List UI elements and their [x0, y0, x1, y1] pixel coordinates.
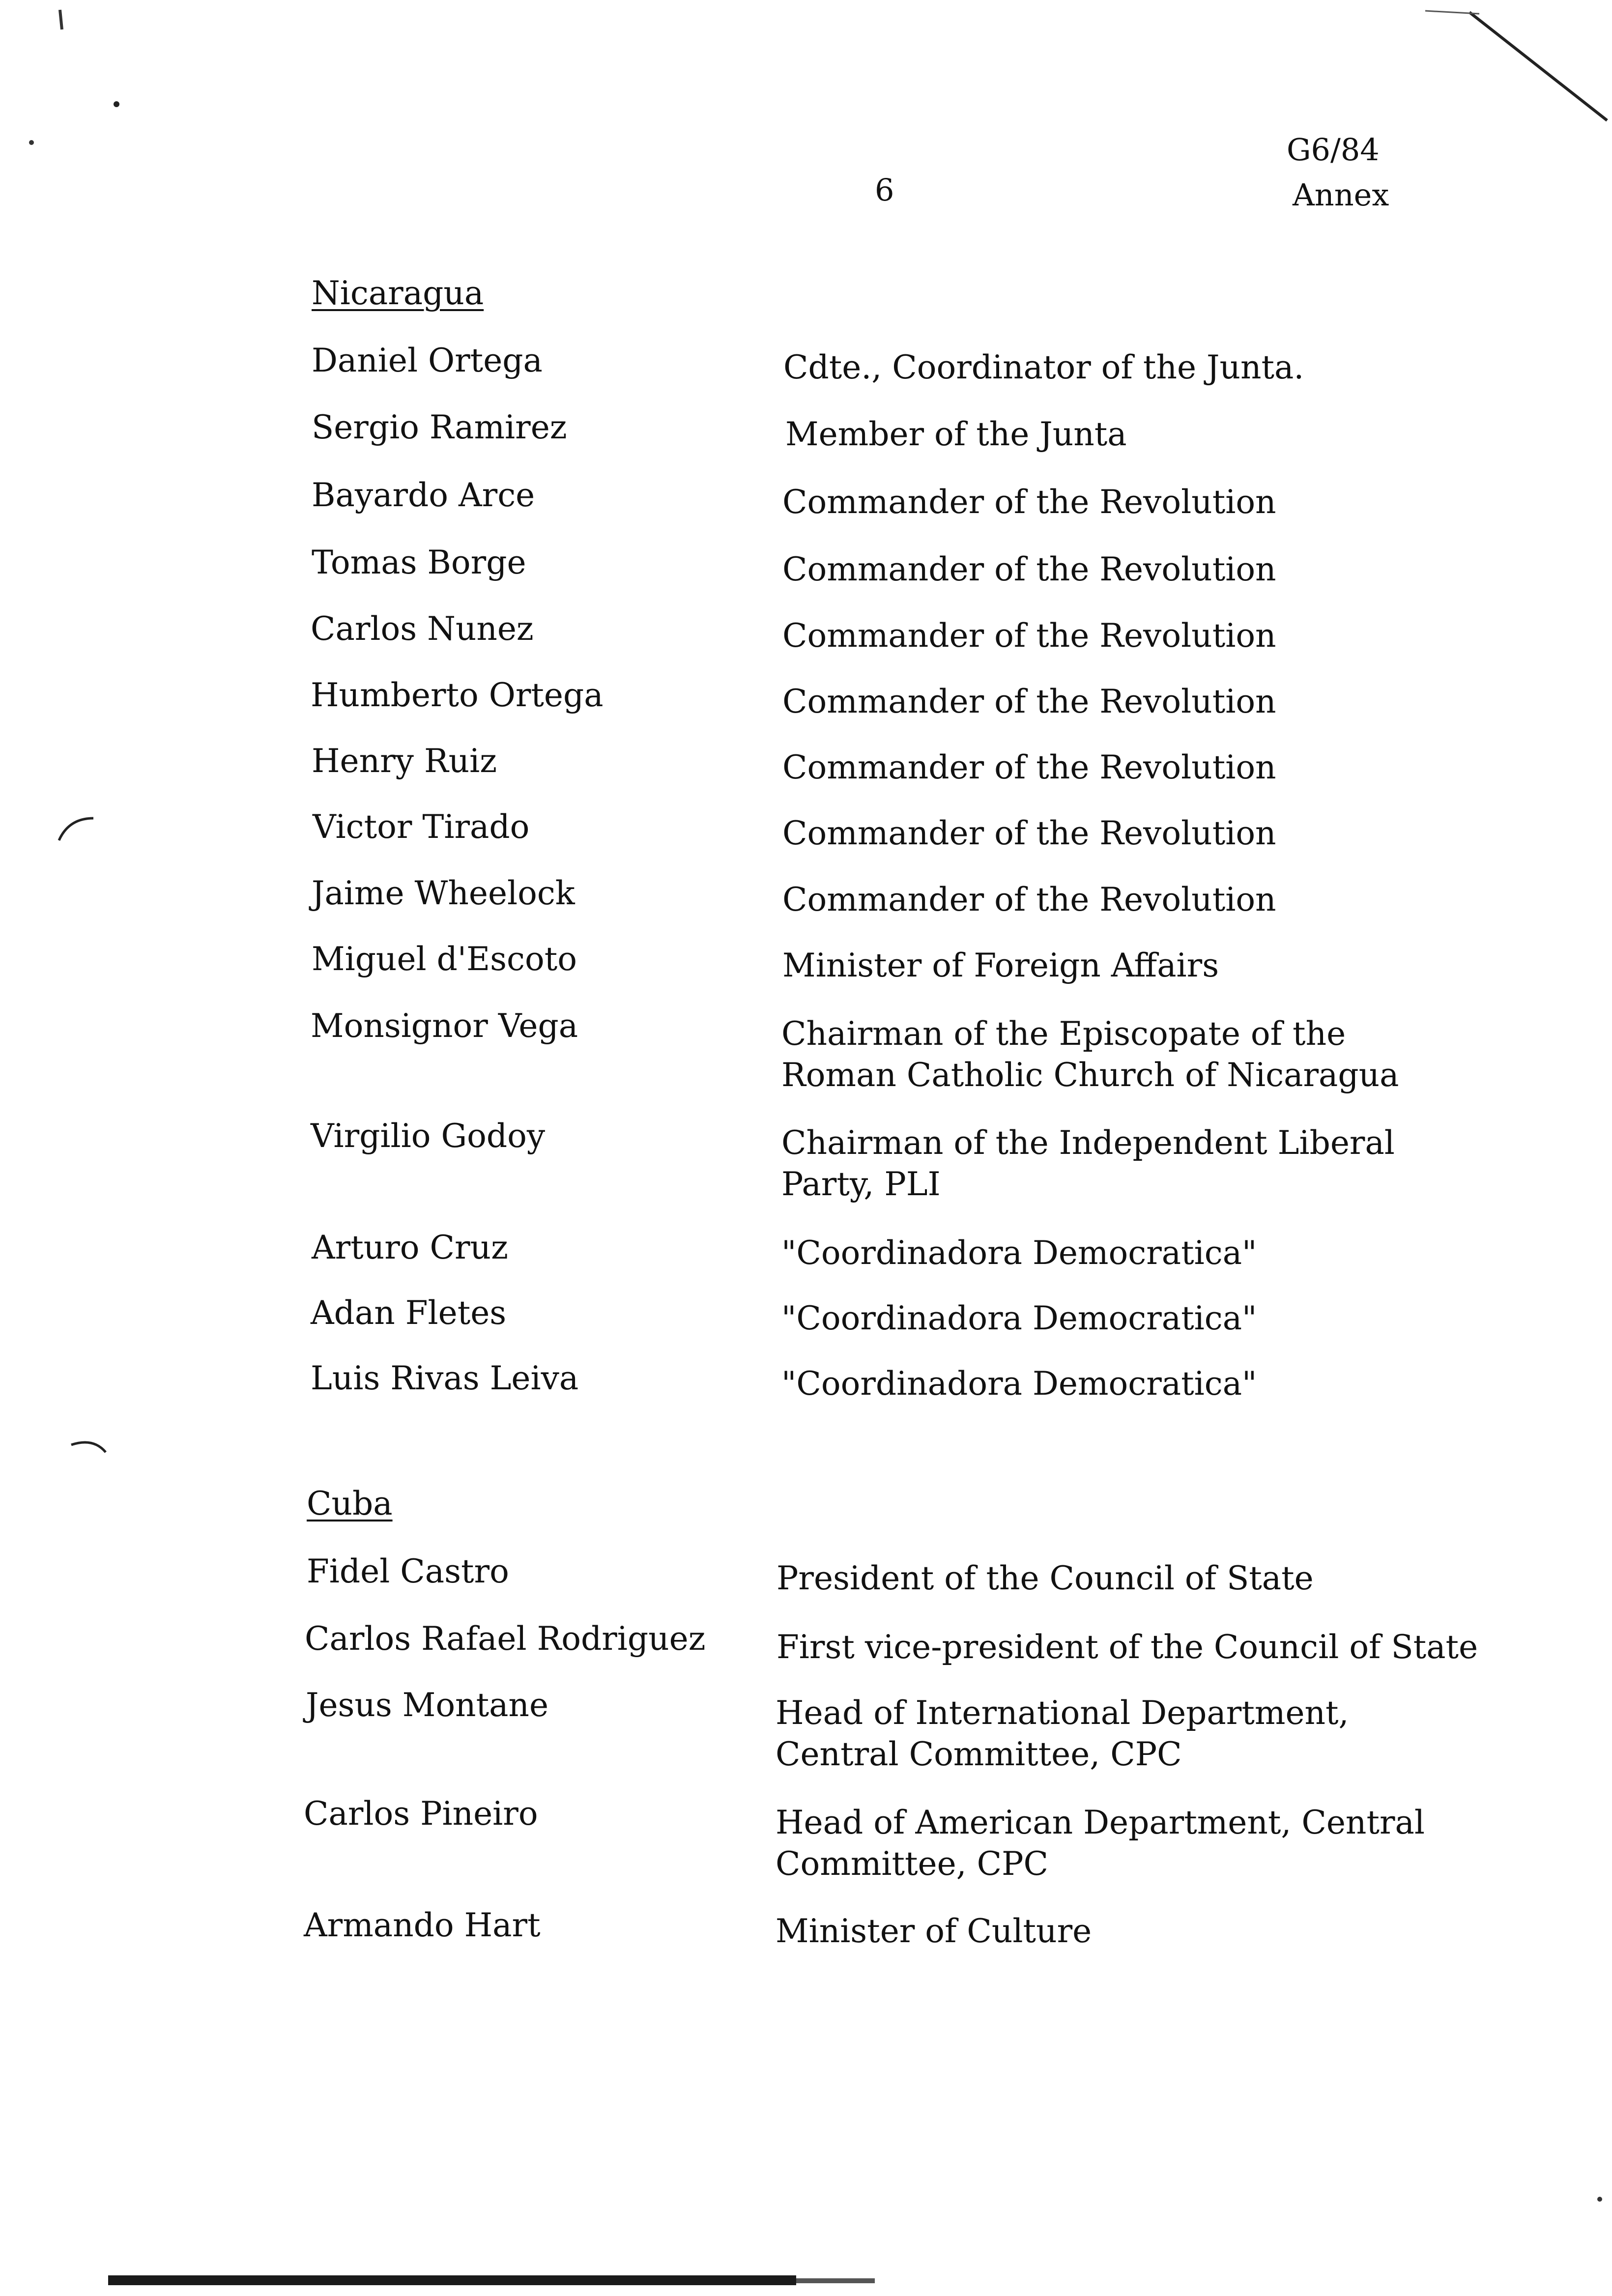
person-position: First vice-president of the Council of State: [777, 1628, 1478, 1666]
person-position: Commander of the Revolution: [782, 881, 1276, 918]
person-name: Adan Fletes: [311, 1294, 507, 1332]
person-name: Armando Hart: [304, 1906, 541, 1944]
person-name: Sergio Ramirez: [312, 408, 567, 446]
person-name: Henry Ruiz: [312, 742, 497, 780]
section-title-nicaragua: Nicaragua: [312, 274, 484, 312]
person-name: Tomas Borge: [312, 544, 526, 581]
punch-hole-mark: [71, 1442, 106, 1452]
person-name: Victor Tirado: [313, 808, 530, 846]
speck: [29, 140, 34, 145]
bottom-scan-edge-fade: [796, 2278, 875, 2283]
speck: [114, 101, 119, 107]
person-position: Head of American Department, Central Committee, CPC: [776, 1804, 1425, 1883]
document-reference: G6/84: [1287, 132, 1380, 168]
person-position: Chairman of the Independent Liberal Party, PLI: [781, 1124, 1395, 1203]
person-name: Humberto Ortega: [311, 676, 604, 714]
person-position: Cdte., Coordinator of the Junta.: [783, 348, 1304, 386]
person-position: President of the Council of State: [777, 1559, 1314, 1597]
person-name: Jaime Wheelock: [312, 874, 575, 912]
person-name: Arturo Cruz: [312, 1229, 508, 1266]
section-title-cuba: Cuba: [307, 1485, 393, 1522]
person-name: Bayardo Arce: [312, 476, 535, 514]
person-position: "Coordinadora Democratica": [781, 1365, 1257, 1403]
person-name: Luis Rivas Leiva: [311, 1359, 579, 1397]
speck: [1597, 2197, 1602, 2202]
person-position: Commander of the Revolution: [782, 748, 1276, 786]
person-position: Commander of the Revolution: [782, 550, 1276, 588]
person-name: Fidel Castro: [307, 1552, 509, 1590]
person-name: Monsignor Vega: [311, 1007, 578, 1045]
person-position: "Coordinadora Democratica": [781, 1299, 1257, 1337]
page-number: 6: [875, 172, 894, 208]
person-position: Chairman of the Episcopate of the Roman Catholic Church of Nicaragua: [781, 1015, 1399, 1094]
person-name: Jesus Montane: [306, 1686, 549, 1724]
person-name: Virgilio Godoy: [311, 1117, 546, 1155]
annex-label: Annex: [1293, 177, 1389, 213]
corner-mark-left: [60, 10, 62, 29]
person-position: Minister of Foreign Affairs: [782, 947, 1219, 984]
person-name: Daniel Ortega: [312, 342, 543, 379]
punch-hole-mark: [59, 818, 93, 840]
person-position: Member of the Junta: [785, 415, 1127, 453]
person-position: "Coordinadora Democratica": [781, 1234, 1257, 1272]
person-position: Commander of the Revolution: [782, 617, 1276, 655]
bottom-scan-edge: [108, 2275, 796, 2285]
person-name: Miguel d'Escoto: [312, 940, 577, 978]
person-name: Carlos Pineiro: [304, 1795, 538, 1833]
person-name: Carlos Rafael Rodriguez: [305, 1620, 706, 1658]
person-position: Minister of Culture: [776, 1912, 1092, 1950]
person-name: Carlos Nunez: [311, 610, 534, 648]
person-position: Head of International Department, Central Committee, CPC: [776, 1694, 1349, 1773]
person-position: Commander of the Revolution: [782, 683, 1276, 720]
corner-fold-line: [1469, 12, 1607, 120]
person-position: Commander of the Revolution: [782, 814, 1276, 852]
person-position: Commander of the Revolution: [782, 483, 1276, 521]
